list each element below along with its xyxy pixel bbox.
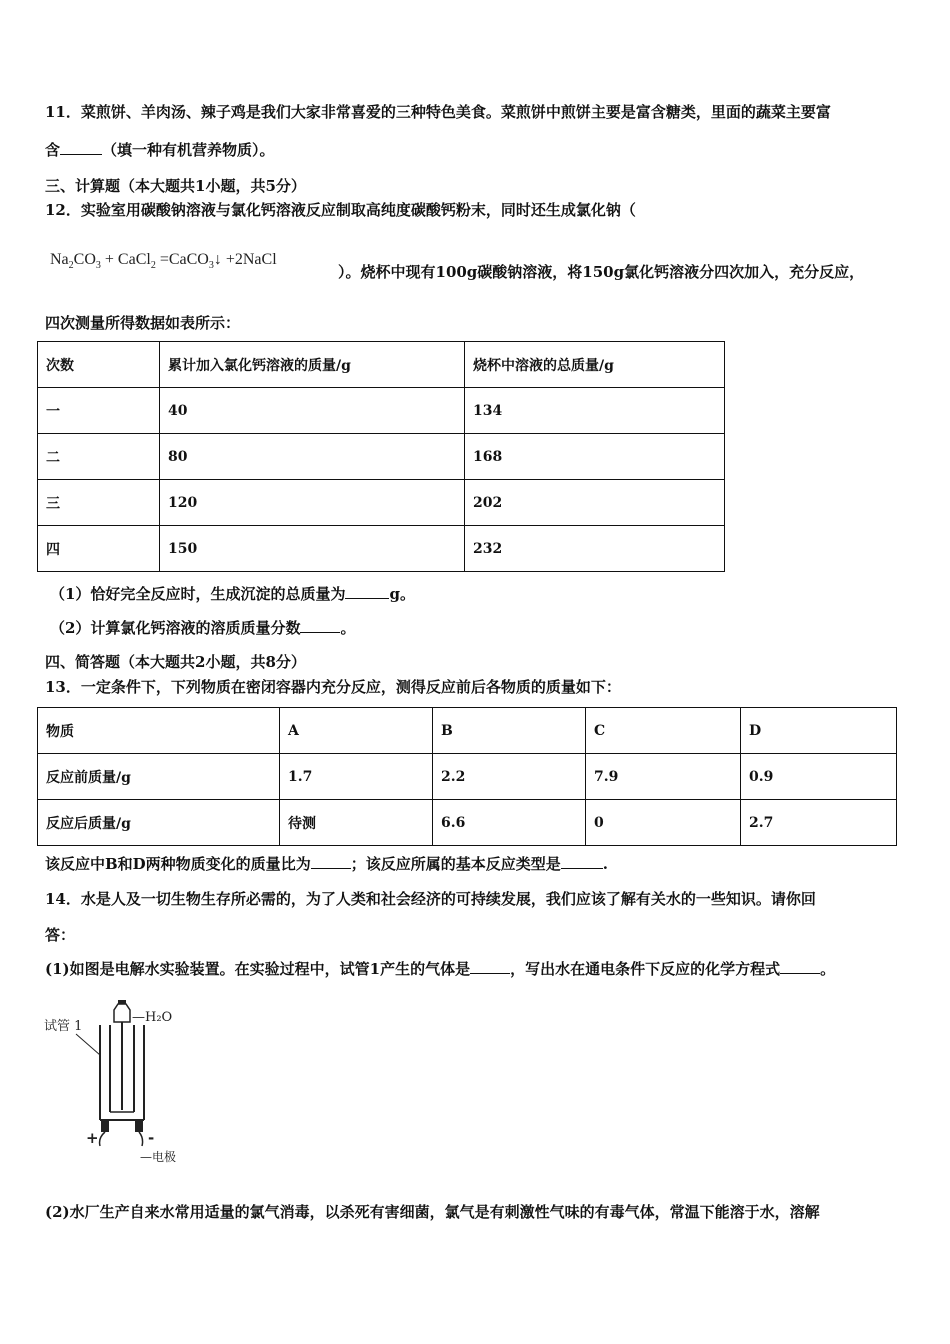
table-row <box>38 526 725 572</box>
q14-p1-a: (1)如图是电解水实验装置。在实验过程中，试管1产生的气体是 <box>45 960 471 978</box>
table-cell: 三 <box>38 480 160 526</box>
table-header-cell: 累计加入氯化钙溶液的质量/g <box>160 342 465 388</box>
q12-sub2-b: 。 <box>340 619 356 637</box>
table-header-cell: 物质 <box>38 708 280 754</box>
electrolysis-diagram <box>40 1000 200 1170</box>
table-header-cell: 次数 <box>38 342 160 388</box>
table-row <box>38 480 725 526</box>
wire-left <box>100 1132 105 1146</box>
q12-sub1-blank <box>345 584 389 599</box>
q12-sub2 <box>50 618 355 638</box>
funnel-icon <box>114 1004 130 1022</box>
q14-blank-1 <box>470 959 510 974</box>
table-row <box>38 754 897 800</box>
q13-after <box>45 854 608 874</box>
table-cell: 反应前质量/g <box>38 754 280 800</box>
table-cell: 134 <box>465 388 725 434</box>
table-cell: 0 <box>586 800 741 846</box>
q13-line1: 13．一定条件下，下列物质在密闭容器内充分反应，测得反应前后各物质的质量如下： <box>45 678 621 696</box>
q12-sub1-b: g。 <box>389 585 415 603</box>
q12-sub1 <box>50 584 415 604</box>
table-row <box>38 434 725 480</box>
q14-line1: 14．水是人及一切生物生存所必需的，为了人类和社会经济的可持续发展，我们应该了解有关水的一些知识。请你回 <box>45 890 816 908</box>
label-pointer <box>76 1034 100 1055</box>
table-header-cell: A <box>280 708 433 754</box>
q11-line2-b: （填一种有机营养物质）。 <box>102 141 275 159</box>
table-cell: 40 <box>160 388 465 434</box>
table-cell: 2.2 <box>433 754 586 800</box>
table-row <box>38 342 725 388</box>
table-header-cell: B <box>433 708 586 754</box>
table-cell: 反应后质量/g <box>38 800 280 846</box>
table-cell: 80 <box>160 434 465 480</box>
q14-p1-b: ，写出水在通电条件下反应的化学方程式 <box>510 960 781 978</box>
q13-blank-2 <box>561 854 603 869</box>
q12-sub1-a: （1）恰好完全反应时，生成沉淀的总质量为 <box>50 585 346 603</box>
q13-after-a: 该反应中B和D两种物质变化的质量比为 <box>45 855 311 873</box>
table-row <box>38 708 897 754</box>
q14-p1-c: 。 <box>820 960 836 978</box>
electrode-label: —电极 <box>140 1150 177 1164</box>
table-cell: 一 <box>38 388 160 434</box>
table-cell: 6.6 <box>433 800 586 846</box>
q12-table <box>37 341 725 572</box>
q13-blank-1 <box>311 854 351 869</box>
electrode-left <box>101 1120 109 1132</box>
table-cell: 1.7 <box>280 754 433 800</box>
q12-sub2-blank <box>300 618 340 633</box>
table-cell: 202 <box>465 480 725 526</box>
minus-sign: - <box>148 1129 155 1147</box>
q14-blank-2 <box>780 959 820 974</box>
q12-line3: 四次测量所得数据如表所示： <box>45 314 241 332</box>
table-header-cell: 烧杯中溶液的总质量/g <box>465 342 725 388</box>
table-row <box>38 800 897 846</box>
table-cell: 120 <box>160 480 465 526</box>
table-cell: 2.7 <box>741 800 897 846</box>
water-label: —H₂O <box>132 1010 173 1025</box>
table-header-cell: C <box>586 708 741 754</box>
table-header-cell: D <box>741 708 897 754</box>
q14-p2: (2)水厂生产自来水常用适量的氯气消毒，以杀死有害细菌，氯气是有刺激性气味的有毒气体，常温下能溶于水，溶解 <box>45 1203 820 1221</box>
section3-heading: 三、计算题（本大题共1小题，共5分） <box>45 177 306 195</box>
q13-after-b: ；该反应所属的基本反应类型是 <box>350 855 561 873</box>
q12-line2: ）。烧杯中现有100g碳酸钠溶液，将150g氯化钙溶液分四次加入，充分反应， <box>338 263 865 281</box>
table-cell: 四 <box>38 526 160 572</box>
q12-formula: $Na_2CO_3$ + CaCl$_2$ =CaCO$_3$↓ +2NaCl <box>50 251 277 272</box>
funnel-cap <box>118 1000 126 1004</box>
section4-heading: 四、简答题（本大题共2小题，共8分） <box>45 653 306 671</box>
q13-table <box>37 707 897 846</box>
q13-after-c: . <box>602 855 608 873</box>
table-cell: 0.9 <box>741 754 897 800</box>
table-cell: 168 <box>465 434 725 480</box>
tube-label: 试管 1 <box>44 1019 83 1034</box>
q11-line2-a: 含 <box>45 141 61 159</box>
table-cell: 150 <box>160 526 465 572</box>
q11-line2 <box>45 140 275 160</box>
q12-sub2-a: （2）计算氯化钙溶液的溶质质量分数 <box>50 619 301 637</box>
wire-right <box>139 1132 143 1146</box>
table-cell: 7.9 <box>586 754 741 800</box>
q11-line1: 11．菜煎饼、羊肉汤、辣子鸡是我们大家非常喜爱的三种特色美食。菜煎饼中煎饼主要是富含糖类，里面的蔬菜主要富 <box>45 103 831 121</box>
electrode-right <box>135 1120 143 1132</box>
table-cell: 232 <box>465 526 725 572</box>
table-row <box>38 388 725 434</box>
plus-sign: + <box>86 1129 99 1147</box>
q12-line1: 12．实验室用碳酸钠溶液与氯化钙溶液反应制取高纯度碳酸钙粉末，同时还生成氯化钠（ <box>45 201 636 219</box>
q14-p1 <box>45 959 835 979</box>
q11-blank <box>60 140 102 155</box>
table-cell: 二 <box>38 434 160 480</box>
q14-line2: 答： <box>45 926 76 944</box>
table-cell: 待测 <box>280 800 433 846</box>
